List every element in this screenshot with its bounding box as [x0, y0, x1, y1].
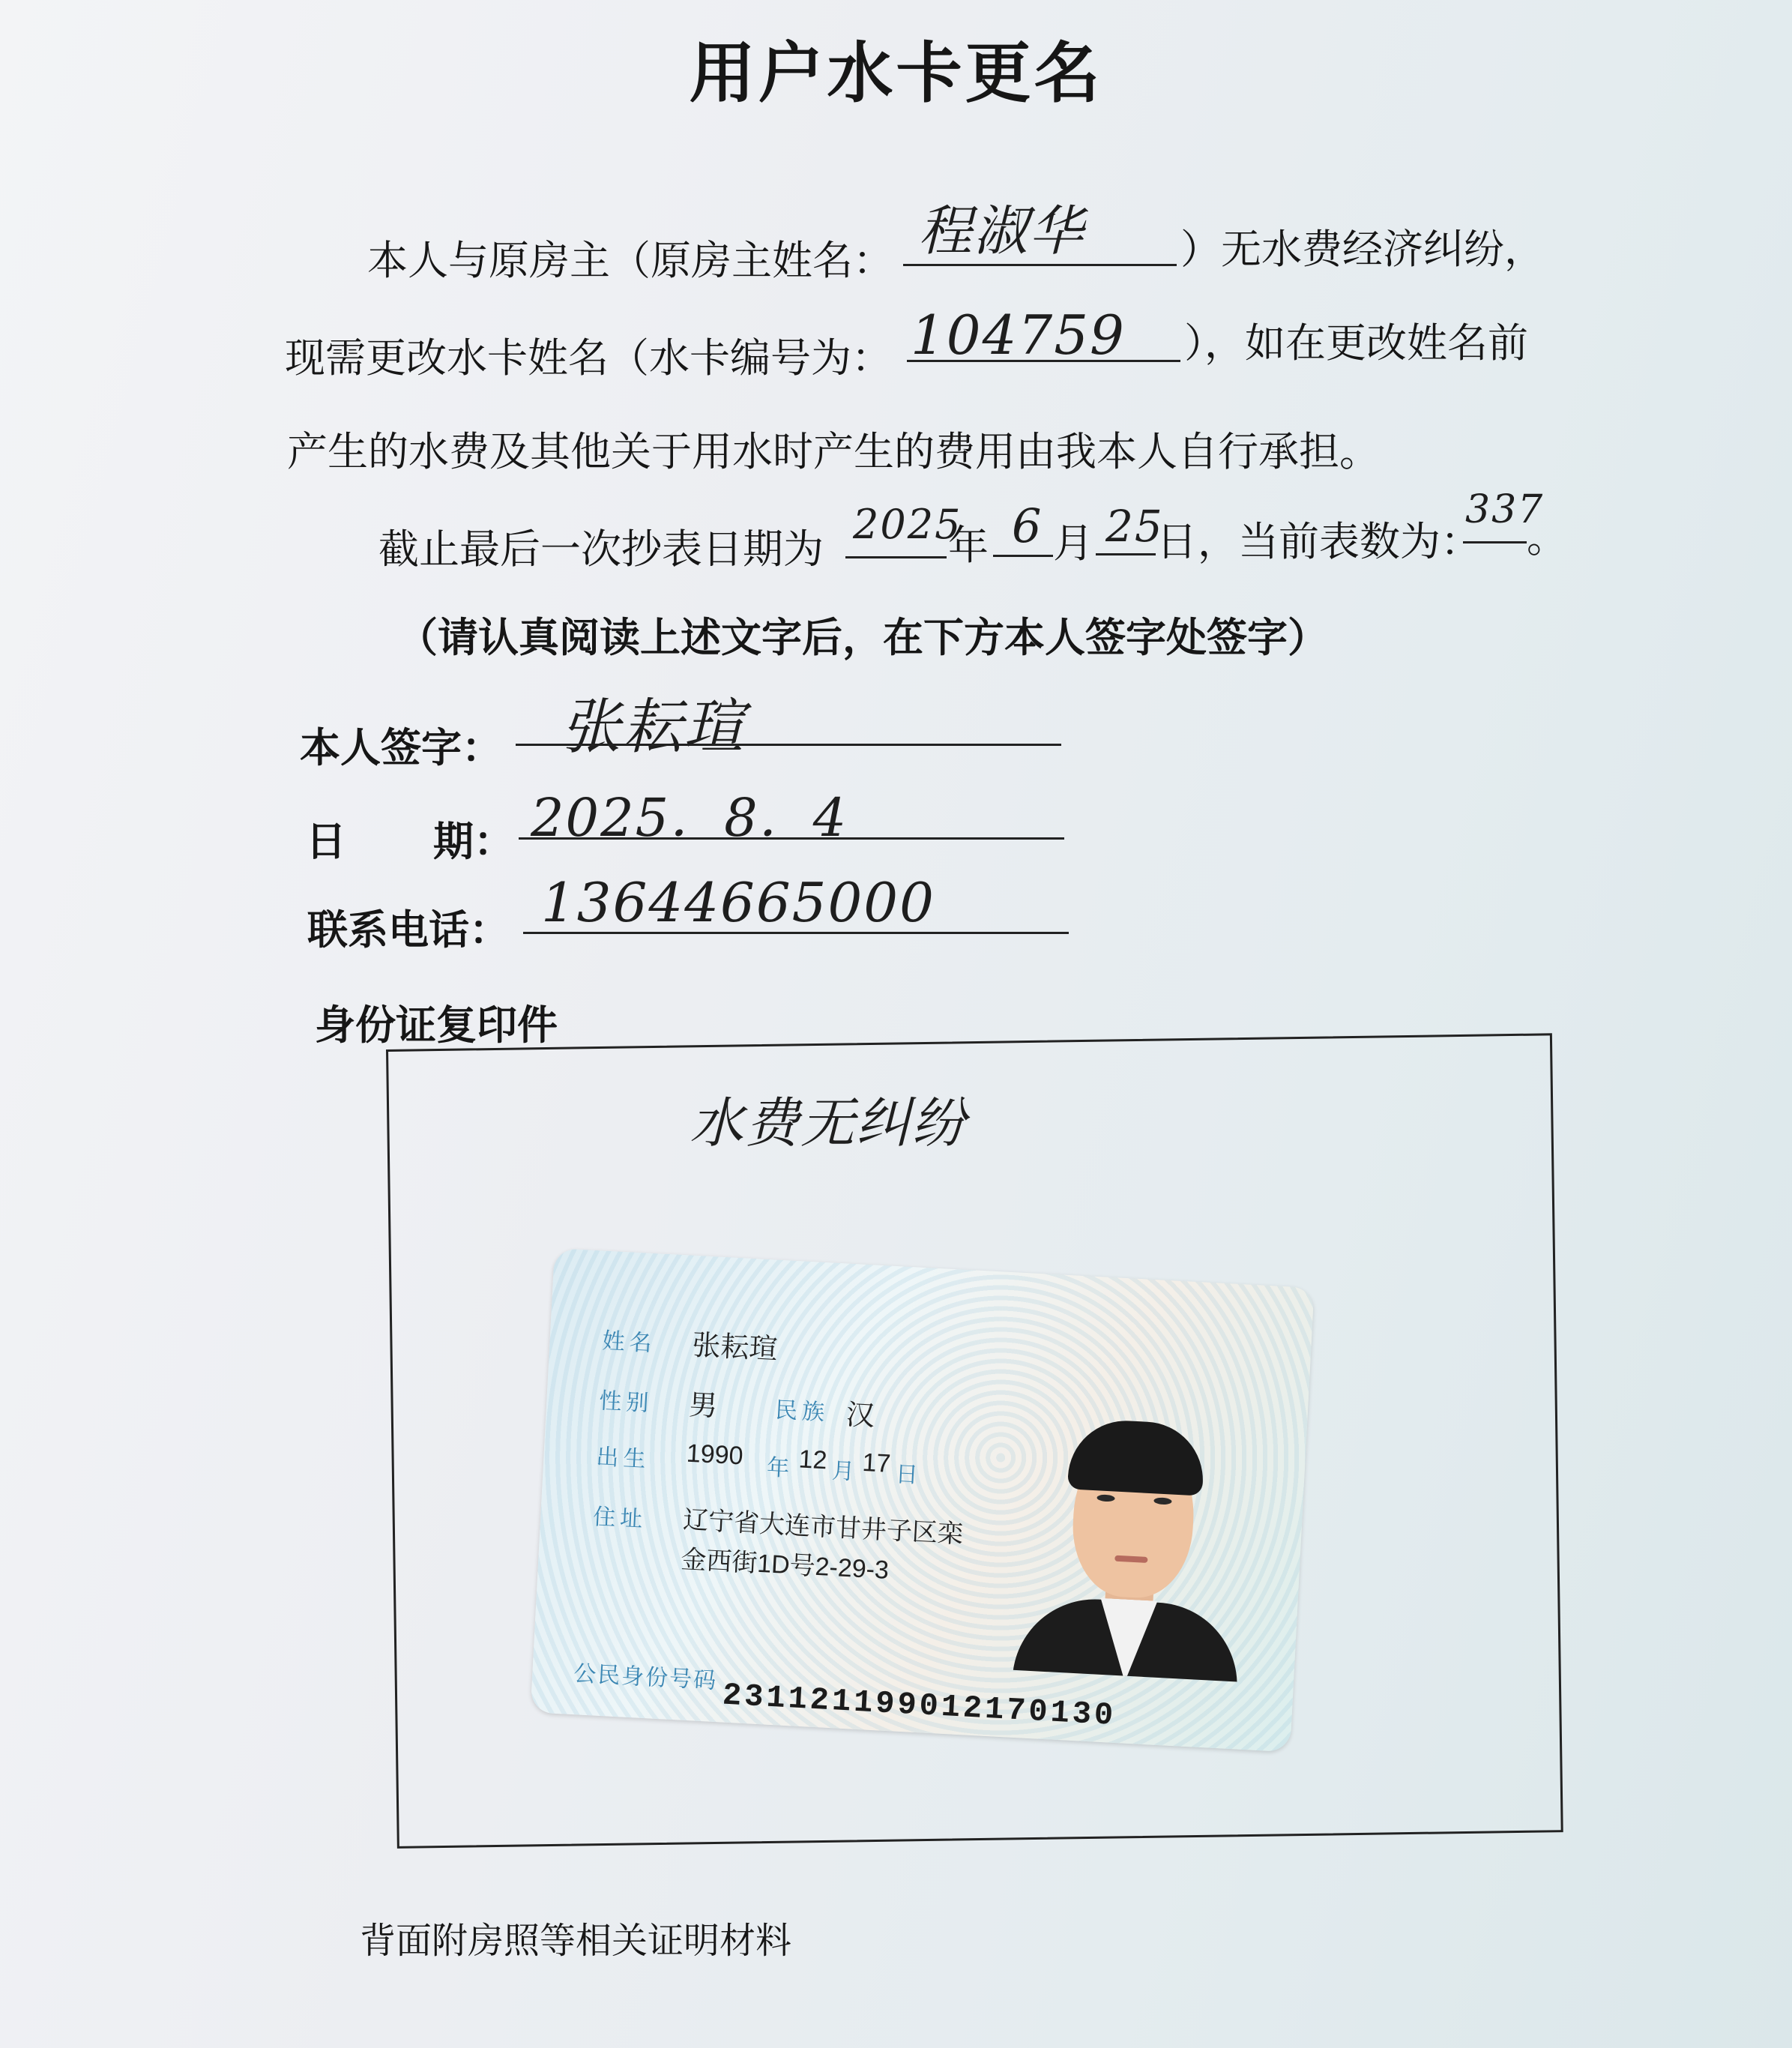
day-char: 日	[1156, 518, 1197, 565]
date-underline	[519, 837, 1064, 840]
reading-day: 25	[1105, 501, 1164, 552]
reading-year-underline	[845, 556, 947, 558]
id-number-label: 公民身份号码	[573, 1661, 718, 1694]
statement-line2-suffix: ），如在更改姓名前	[1184, 319, 1528, 367]
prev-owner-name: 程淑华	[918, 199, 1085, 262]
id-address-line1: 辽宁省大连市甘井子区栾	[682, 1505, 964, 1549]
document-title: 用户水卡更名	[689, 34, 1103, 112]
id-name: 张耘瑄	[691, 1329, 779, 1366]
meter-prefix: ，当前表数为：	[1198, 518, 1481, 565]
statement-line1-suffix: ）无水费经济纠纷，	[1180, 226, 1545, 273]
water-card-number: 104759	[911, 304, 1126, 367]
footer-note: 背面附房照等相关证明材料	[360, 1920, 792, 1962]
meter-end: 。	[1527, 514, 1567, 561]
reading-month-underline	[993, 555, 1053, 557]
id-ethnicity-label: 民族	[774, 1397, 830, 1426]
id-address-line2: 金西街1D号2-29-3	[680, 1545, 890, 1585]
reading-prefix: 截止最后一次抄表日期为	[378, 525, 824, 573]
id-birth-month: 12	[797, 1445, 828, 1475]
id-copy-heading: 身份证复印件	[315, 1002, 558, 1049]
id-portrait-photo	[1013, 1400, 1251, 1681]
reading-year: 2025	[853, 501, 962, 548]
id-birth-day-char: 日	[894, 1462, 919, 1488]
id-ethnicity: 汉	[845, 1399, 875, 1433]
year-char: 年	[948, 522, 989, 569]
id-birth-month-char: 月	[831, 1458, 855, 1485]
id-address-label: 住址	[592, 1505, 648, 1532]
signature-underline	[516, 744, 1061, 746]
statement-line3: 产生的水费及其他关于用水时产生的费用由我本人自行承担。	[287, 428, 1380, 475]
date-label-part1: 日	[306, 818, 346, 865]
id-birth-year: 1990	[685, 1439, 744, 1471]
card-number-underline	[907, 360, 1180, 362]
statement-line1-prefix: 本人与原房主（原房主姓名：	[367, 237, 893, 284]
instruction-text: （请认真阅读上述文字后，在下方本人签字处签字）	[397, 614, 1328, 661]
id-birth-label: 出生	[595, 1445, 651, 1473]
id-card-image	[531, 1248, 1315, 1752]
reading-day-underline	[1096, 553, 1156, 555]
date-label-part2: 期：	[433, 818, 514, 865]
month-char: 月	[1053, 519, 1093, 567]
id-gender: 男	[688, 1389, 719, 1423]
date-value: 2025．8．4	[531, 787, 848, 849]
id-name-label: 姓名	[601, 1328, 657, 1357]
phone-underline	[523, 932, 1069, 934]
prev-owner-underline	[903, 264, 1177, 266]
statement-line2-prefix: 现需更改水卡姓名（水卡编号为：	[285, 334, 892, 382]
reading-month: 6	[1012, 499, 1043, 553]
id-birth-year-char: 年	[766, 1455, 790, 1481]
id-gender-label: 性别	[598, 1388, 654, 1417]
signature-value: 张耘瑄	[561, 692, 745, 762]
meter-value-underline	[1463, 541, 1527, 543]
signature-label: 本人签字：	[300, 724, 502, 771]
id-number: 231121199012170130	[721, 1677, 1117, 1735]
meter-value: 337	[1465, 487, 1545, 532]
handwritten-note: 水费无纠纷	[690, 1091, 968, 1154]
phone-value: 13644665000	[541, 871, 935, 934]
phone-label: 联系电话：	[307, 906, 510, 954]
id-birth-day: 17	[861, 1448, 892, 1478]
